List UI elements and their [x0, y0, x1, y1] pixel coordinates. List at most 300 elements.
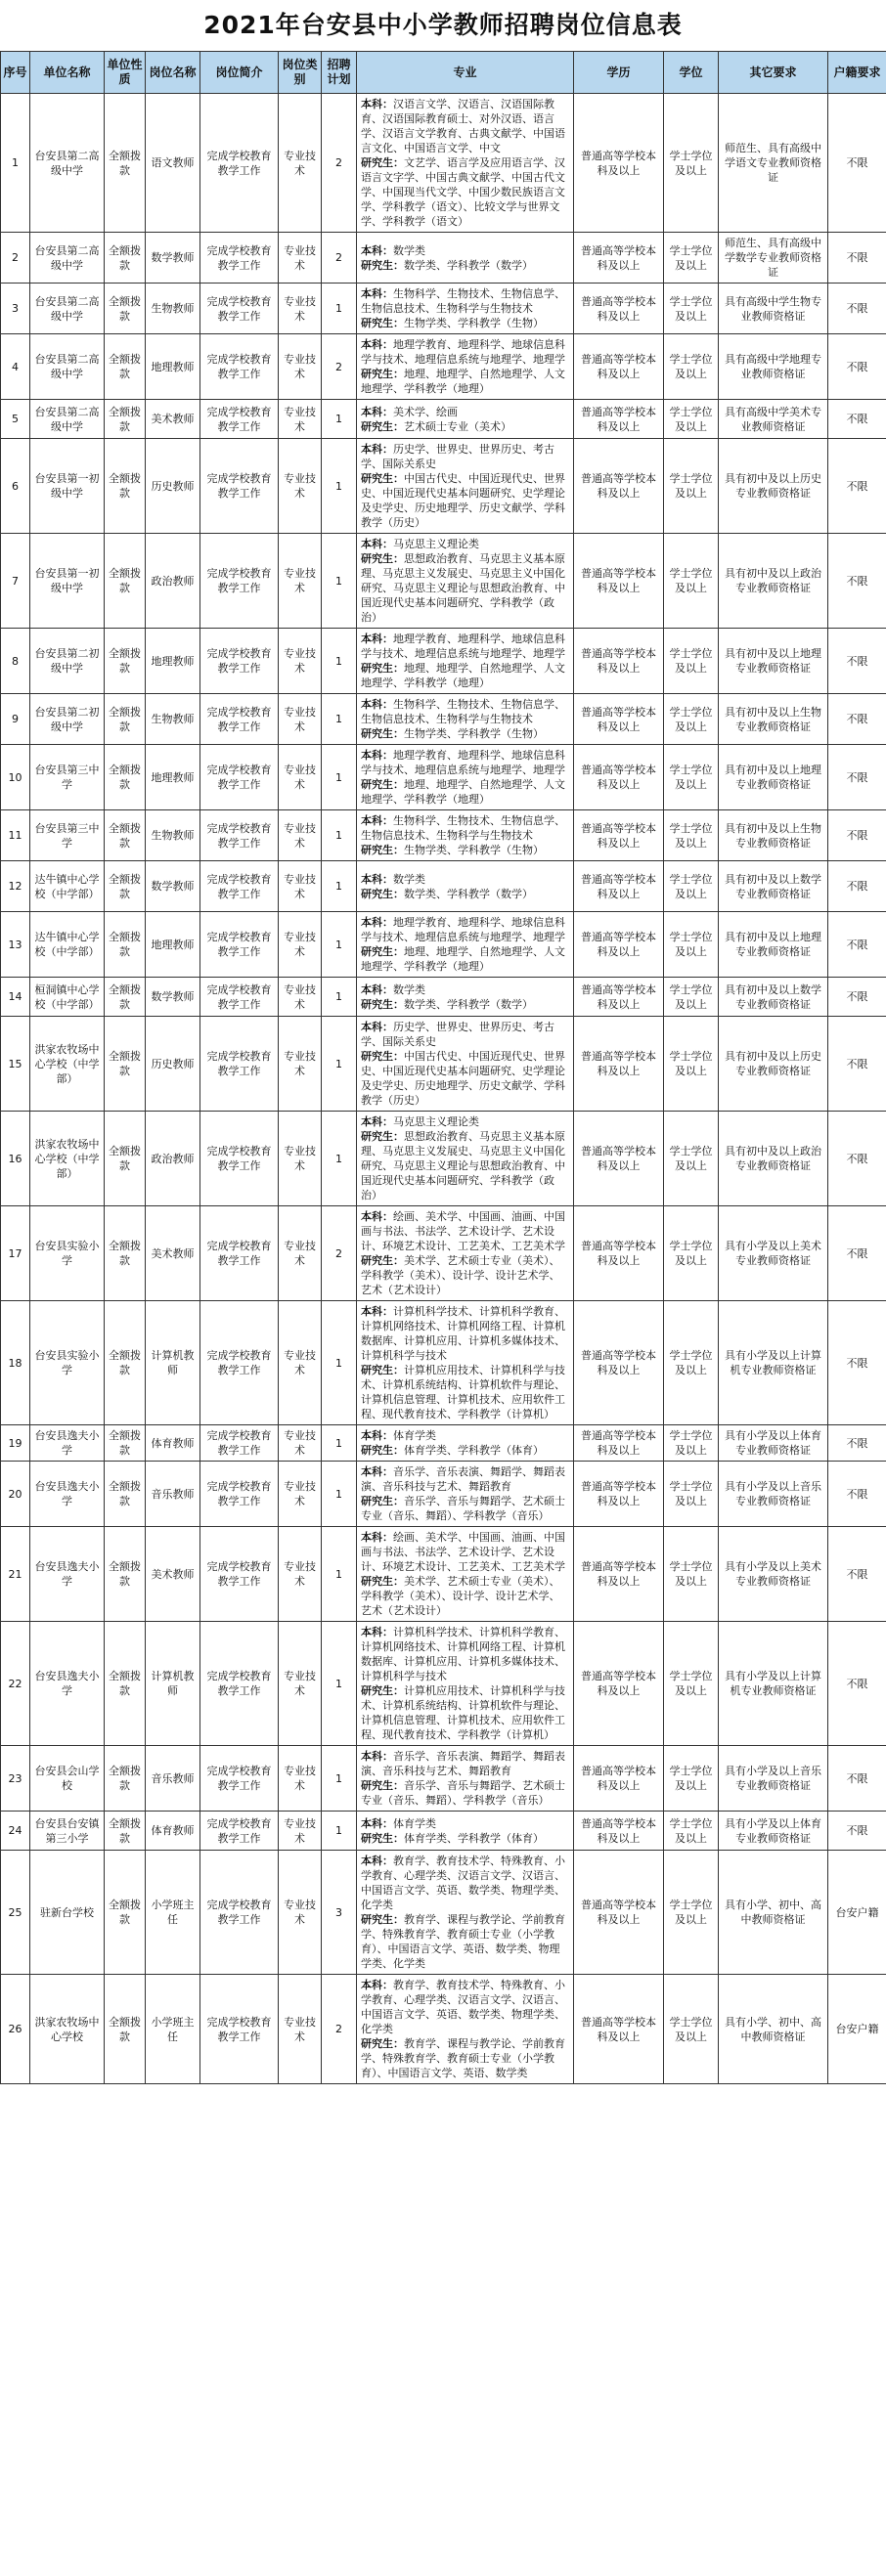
- cell-intro: 完成学校教育教学工作: [200, 1112, 279, 1206]
- cell-major: [357, 1112, 574, 1206]
- yanjiusheng-majors: 计算机应用技术、计算机科学与技术、计算机系统结构、计算机软件与理论、计算机信息管理、计算机技术、应用软件工程、现代教育技术、学科教学（计算机）: [361, 1684, 565, 1741]
- cell-category: 专业技术: [279, 745, 322, 810]
- cell-other: 师范生、具有高级中学语文专业教师资格证: [719, 94, 828, 233]
- cell-other: 具有小学及以上音乐专业教师资格证: [719, 1462, 828, 1527]
- cell-plan: 1: [322, 284, 357, 334]
- cell-post: 生物教师: [146, 284, 200, 334]
- cell-plan: 1: [322, 912, 357, 978]
- cell-degree: 学士学位及以上: [664, 439, 719, 534]
- cell-huji: 不限: [828, 745, 886, 810]
- cell-plan: 1: [322, 1746, 357, 1812]
- yanjiusheng-label: 研究生：: [361, 1779, 404, 1792]
- table-row: [1, 810, 886, 861]
- cell-other: 具有小学、初中、高中教师资格证: [719, 1851, 828, 1975]
- cell-intro: 完成学校教育教学工作: [200, 1462, 279, 1527]
- cell-plan: 1: [322, 1112, 357, 1206]
- cell-edu: 普通高等学校本科及以上: [574, 1851, 664, 1975]
- table-row: [1, 1425, 886, 1462]
- yanjiusheng-label: 研究生：: [361, 2037, 404, 2050]
- cell-post: 小学班主任: [146, 1851, 200, 1975]
- cell-major: [357, 94, 574, 233]
- cell-category: 专业技术: [279, 629, 322, 694]
- cell-major: [357, 1851, 574, 1975]
- benke-label: 本科：: [361, 1750, 393, 1763]
- cell-plan: 1: [322, 1017, 357, 1112]
- cell-intro: 完成学校教育教学工作: [200, 1527, 279, 1622]
- cell-category: 专业技术: [279, 861, 322, 912]
- cell-post: 历史教师: [146, 439, 200, 534]
- benke-label: 本科：: [361, 1979, 393, 1991]
- cell-huji: 不限: [828, 400, 886, 439]
- cell-plan: 1: [322, 1622, 357, 1746]
- cell-nature: 全额拨款: [105, 233, 146, 284]
- benke-label: 本科：: [361, 916, 393, 929]
- cell-edu: 普通高等学校本科及以上: [574, 94, 664, 233]
- cell-intro: 完成学校教育教学工作: [200, 978, 279, 1017]
- cell-degree: 学士学位及以上: [664, 1301, 719, 1425]
- cell-intro: 完成学校教育教学工作: [200, 439, 279, 534]
- cell-major: [357, 1301, 574, 1425]
- cell-degree: 学士学位及以上: [664, 1112, 719, 1206]
- cell-intro: 完成学校教育教学工作: [200, 694, 279, 745]
- cell-post: 美术教师: [146, 1527, 200, 1622]
- yanjiusheng-majors: 中国古代史、中国近现代史、世界史、中国近现代史基本问题研究、史学理论及史学史、历史地理学、历史文献学、学科教学（历史）: [361, 1050, 565, 1107]
- cell-category: 专业技术: [279, 1206, 322, 1301]
- cell-other: 具有初中及以上地理专业教师资格证: [719, 912, 828, 978]
- cell-unit: 台安县逸夫小学: [30, 1622, 105, 1746]
- cell-no: 11: [1, 810, 30, 861]
- cell-major: [357, 1017, 574, 1112]
- yanjiusheng-label: 研究生：: [361, 368, 404, 380]
- yanjiusheng-majors: 教育学、课程与教学论、学前教育学、特殊教育学、教育硕士专业（小学教育）、中国语言文学、英语、数学类: [361, 2037, 565, 2079]
- cell-huji: 不限: [828, 1462, 886, 1527]
- benke-label: 本科：: [361, 538, 393, 550]
- cell-other: 具有初中及以上数学专业教师资格证: [719, 861, 828, 912]
- cell-major: [357, 1812, 574, 1851]
- cell-other: 具有初中及以上地理专业教师资格证: [719, 629, 828, 694]
- cell-post: 计算机教师: [146, 1622, 200, 1746]
- cell-intro: 完成学校教育教学工作: [200, 1851, 279, 1975]
- cell-unit: 达牛镇中心学校（中学部）: [30, 861, 105, 912]
- cell-unit: 台安县第二高级中学: [30, 400, 105, 439]
- cell-degree: 学士学位及以上: [664, 629, 719, 694]
- yanjiusheng-majors: 艺术硕士专业（美术）: [404, 419, 511, 433]
- cell-degree: 学士学位及以上: [664, 334, 719, 400]
- cell-unit: 台安县第一初级中学: [30, 439, 105, 534]
- cell-plan: 1: [322, 629, 357, 694]
- cell-no: 26: [1, 1975, 30, 2084]
- cell-no: 4: [1, 334, 30, 400]
- yanjiusheng-label: 研究生：: [361, 1130, 404, 1143]
- cell-category: 专业技术: [279, 694, 322, 745]
- benke-majors: 音乐学、音乐表演、舞蹈学、舞蹈表演、音乐科技与艺术、舞蹈教育: [361, 1750, 565, 1777]
- cell-plan: 1: [322, 400, 357, 439]
- yanjiusheng-label: 研究生：: [361, 1050, 404, 1063]
- cell-category: 专业技术: [279, 400, 322, 439]
- cell-edu: 普通高等学校本科及以上: [574, 1812, 664, 1851]
- cell-plan: 2: [322, 94, 357, 233]
- cell-major: [357, 439, 574, 534]
- yanjiusheng-label: 研究生：: [361, 887, 404, 900]
- cell-major: [357, 861, 574, 912]
- cell-no: 18: [1, 1301, 30, 1425]
- cell-huji: 不限: [828, 1301, 886, 1425]
- cell-no: 22: [1, 1622, 30, 1746]
- cell-plan: 1: [322, 810, 357, 861]
- cell-intro: 完成学校教育教学工作: [200, 1206, 279, 1301]
- table-row: [1, 629, 886, 694]
- cell-degree: 学士学位及以上: [664, 94, 719, 233]
- cell-post: 美术教师: [146, 1206, 200, 1301]
- cell-unit: 台安县台安镇第三小学: [30, 1812, 105, 1851]
- cell-category: 专业技术: [279, 1527, 322, 1622]
- cell-degree: 学士学位及以上: [664, 1746, 719, 1812]
- cell-unit: 台安县逸夫小学: [30, 1425, 105, 1462]
- cell-other: 具有初中及以上政治专业教师资格证: [719, 1112, 828, 1206]
- cell-plan: 1: [322, 439, 357, 534]
- yanjiusheng-majors: 思想政治教育、马克思主义基本原理、马克思主义发展史、马克思主义中国化研究、马克思主义理论与思想政治教育、中国近现代史基本问题研究、学科教学（政治）: [361, 1130, 565, 1201]
- cell-edu: 普通高等学校本科及以上: [574, 1975, 664, 2084]
- cell-major: [357, 1425, 574, 1462]
- cell-nature: 全额拨款: [105, 694, 146, 745]
- cell-edu: 普通高等学校本科及以上: [574, 400, 664, 439]
- cell-nature: 全额拨款: [105, 334, 146, 400]
- cell-no: 21: [1, 1527, 30, 1622]
- cell-post: 体育教师: [146, 1425, 200, 1462]
- yanjiusheng-label: 研究生：: [361, 1254, 404, 1267]
- cell-intro: 完成学校教育教学工作: [200, 1746, 279, 1812]
- cell-unit: 台安县第二初级中学: [30, 694, 105, 745]
- benke-label: 本科：: [361, 1305, 393, 1318]
- benke-majors: 历史学、世界史、世界历史、考古学、国际关系史: [361, 443, 554, 470]
- cell-major: [357, 978, 574, 1017]
- cell-huji: 不限: [828, 1425, 886, 1462]
- cell-intro: 完成学校教育教学工作: [200, 400, 279, 439]
- cell-unit: 洪家农牧场中心学校: [30, 1975, 105, 2084]
- cell-plan: 1: [322, 1527, 357, 1622]
- cell-no: 7: [1, 534, 30, 629]
- yanjiusheng-label: 研究生：: [361, 1364, 404, 1376]
- benke-label: 本科：: [361, 1021, 393, 1033]
- cell-post: 体育教师: [146, 1812, 200, 1851]
- cell-category: 专业技术: [279, 1851, 322, 1975]
- yanjiusheng-label: 研究生：: [361, 419, 404, 433]
- cell-category: 专业技术: [279, 1017, 322, 1112]
- cell-unit: 台安县实验小学: [30, 1206, 105, 1301]
- cell-huji: 不限: [828, 1017, 886, 1112]
- cell-category: 专业技术: [279, 1112, 322, 1206]
- cell-intro: 完成学校教育教学工作: [200, 629, 279, 694]
- yanjiusheng-majors: 教育学、课程与教学论、学前教育学、特殊教育学、教育硕士专业（小学教育）、中国语言文学、英语、数学类、物理学类、化学类: [361, 1913, 565, 1970]
- cell-degree: 学士学位及以上: [664, 1425, 719, 1462]
- benke-label: 本科：: [361, 1816, 393, 1830]
- cell-plan: 1: [322, 694, 357, 745]
- table-row: [1, 1462, 886, 1527]
- cell-post: 计算机教师: [146, 1301, 200, 1425]
- cell-intro: 完成学校教育教学工作: [200, 284, 279, 334]
- benke-majors: 教育学、教育技术学、特殊教育、小学教育、心理学类、汉语言文学、汉语言、中国语言文学、英语、数学类、物理学类、化学类: [361, 1855, 565, 1911]
- cell-nature: 全额拨款: [105, 1812, 146, 1851]
- col-header: 专业: [357, 52, 574, 94]
- yanjiusheng-majors: 地理、地理学、自然地理学、人文地理学、学科教学（地理）: [361, 368, 565, 395]
- table-row: [1, 1622, 886, 1746]
- cell-nature: 全额拨款: [105, 978, 146, 1017]
- cell-huji: 不限: [828, 94, 886, 233]
- cell-unit: 台安县会山学校: [30, 1746, 105, 1812]
- cell-unit: 台安县第一初级中学: [30, 534, 105, 629]
- cell-nature: 全额拨款: [105, 629, 146, 694]
- cell-nature: 全额拨款: [105, 1017, 146, 1112]
- cell-post: 美术教师: [146, 400, 200, 439]
- page-title: 2021年台安县中小学教师招聘岗位信息表: [0, 0, 886, 51]
- cell-category: 专业技术: [279, 912, 322, 978]
- cell-degree: 学士学位及以上: [664, 745, 719, 810]
- benke-majors: 音乐学、音乐表演、舞蹈学、舞蹈表演、音乐科技与艺术、舞蹈教育: [361, 1465, 565, 1493]
- yanjiusheng-label: 研究生：: [361, 844, 404, 856]
- cell-no: 1: [1, 94, 30, 233]
- cell-intro: 完成学校教育教学工作: [200, 1017, 279, 1112]
- cell-post: 小学班主任: [146, 1975, 200, 2084]
- cell-no: 14: [1, 978, 30, 1017]
- col-header: 其它要求: [719, 52, 828, 94]
- benke-label: 本科：: [361, 1531, 393, 1544]
- cell-intro: 完成学校教育教学工作: [200, 1301, 279, 1425]
- cell-degree: 学士学位及以上: [664, 861, 719, 912]
- cell-no: 17: [1, 1206, 30, 1301]
- cell-other: 具有小学及以上计算机专业教师资格证: [719, 1622, 828, 1746]
- cell-plan: 1: [322, 861, 357, 912]
- benke-label: 本科：: [361, 1855, 393, 1867]
- table-row: [1, 334, 886, 400]
- benke-label: 本科：: [361, 1429, 393, 1442]
- cell-plan: 2: [322, 233, 357, 284]
- yanjiusheng-majors: 地理、地理学、自然地理学、人文地理学、学科教学（地理）: [361, 778, 565, 806]
- cell-degree: 学士学位及以上: [664, 1017, 719, 1112]
- table-row: [1, 284, 886, 334]
- cell-plan: 1: [322, 1301, 357, 1425]
- col-header: 岗位类别: [279, 52, 322, 94]
- cell-degree: 学士学位及以上: [664, 978, 719, 1017]
- cell-other: 具有初中及以上生物专业教师资格证: [719, 694, 828, 745]
- cell-other: 具有初中及以上政治专业教师资格证: [719, 534, 828, 629]
- cell-intro: 完成学校教育教学工作: [200, 94, 279, 233]
- table-row: [1, 1017, 886, 1112]
- benke-majors: 教育学、教育技术学、特殊教育、小学教育、心理学类、汉语言文学、汉语言、中国语言文学、英语、数学类、物理学类、化学类: [361, 1979, 565, 2035]
- cell-other: 具有初中及以上地理专业教师资格证: [719, 745, 828, 810]
- cell-other: 具有小学及以上音乐专业教师资格证: [719, 1746, 828, 1812]
- cell-intro: 完成学校教育教学工作: [200, 810, 279, 861]
- cell-degree: 学士学位及以上: [664, 534, 719, 629]
- benke-majors: 地理学教育、地理科学、地球信息科学与技术、地理信息系统与地理学、地理学: [361, 633, 565, 660]
- cell-major: [357, 629, 574, 694]
- cell-other: 具有小学及以上体育专业教师资格证: [719, 1812, 828, 1851]
- cell-nature: 全额拨款: [105, 400, 146, 439]
- cell-major: [357, 534, 574, 629]
- yanjiusheng-majors: 数学类、学科教学（数学）: [404, 997, 533, 1011]
- cell-post: 地理教师: [146, 629, 200, 694]
- cell-huji: 不限: [828, 810, 886, 861]
- benke-majors: 生物科学、生物技术、生物信息学、生物信息技术、生物科学与生物技术: [361, 698, 565, 725]
- cell-other: 具有小学及以上美术专业教师资格证: [719, 1527, 828, 1622]
- yanjiusheng-majors: 美术学、艺术硕士专业（美术）、学科教学（美术）、设计学、设计艺术学、艺术（艺术设计）: [361, 1575, 560, 1617]
- yanjiusheng-majors: 生物学类、学科教学（生物）: [404, 317, 544, 329]
- yanjiusheng-label: 研究生：: [361, 945, 404, 958]
- cell-major: [357, 1206, 574, 1301]
- cell-edu: 普通高等学校本科及以上: [574, 810, 664, 861]
- cell-edu: 普通高等学校本科及以上: [574, 745, 664, 810]
- cell-major: [357, 233, 574, 284]
- benke-majors: 马克思主义理论类: [393, 1115, 479, 1128]
- table-row: [1, 861, 886, 912]
- cell-post: 音乐教师: [146, 1746, 200, 1812]
- cell-post: 音乐教师: [146, 1462, 200, 1527]
- table-row: [1, 400, 886, 439]
- benke-majors: 数学类: [393, 243, 425, 257]
- cell-category: 专业技术: [279, 94, 322, 233]
- yanjiusheng-majors: 数学类、学科教学（数学）: [404, 258, 533, 272]
- benke-majors: 地理学教育、地理科学、地球信息科学与技术、地理信息系统与地理学、地理学: [361, 749, 565, 776]
- cell-degree: 学士学位及以上: [664, 1462, 719, 1527]
- cell-intro: 完成学校教育教学工作: [200, 745, 279, 810]
- cell-category: 专业技术: [279, 284, 322, 334]
- benke-label: 本科：: [361, 405, 393, 418]
- yanjiusheng-label: 研究生：: [361, 1913, 404, 1926]
- cell-post: 语文教师: [146, 94, 200, 233]
- cell-huji: 台安户籍: [828, 1851, 886, 1975]
- cell-degree: 学士学位及以上: [664, 1527, 719, 1622]
- cell-no: 19: [1, 1425, 30, 1462]
- cell-nature: 全额拨款: [105, 1851, 146, 1975]
- yanjiusheng-label: 研究生：: [361, 552, 404, 565]
- benke-label: 本科：: [361, 243, 393, 257]
- cell-edu: 普通高等学校本科及以上: [574, 912, 664, 978]
- cell-other: 具有小学、初中、高中教师资格证: [719, 1975, 828, 2084]
- col-header: 岗位名称: [146, 52, 200, 94]
- cell-huji: 不限: [828, 1812, 886, 1851]
- table-row: [1, 1975, 886, 2084]
- cell-unit: 台安县逸夫小学: [30, 1462, 105, 1527]
- cell-category: 专业技术: [279, 1425, 322, 1462]
- cell-intro: 完成学校教育教学工作: [200, 861, 279, 912]
- cell-category: 专业技术: [279, 1975, 322, 2084]
- table-row: [1, 1851, 886, 1975]
- cell-major: [357, 1527, 574, 1622]
- yanjiusheng-majors: 体育学类、学科教学（体育）: [404, 1831, 544, 1845]
- cell-degree: 学士学位及以上: [664, 912, 719, 978]
- cell-degree: 学士学位及以上: [664, 1622, 719, 1746]
- cell-nature: 全额拨款: [105, 912, 146, 978]
- benke-majors: 数学类: [393, 982, 425, 996]
- cell-degree: 学士学位及以上: [664, 1206, 719, 1301]
- cell-huji: 不限: [828, 1622, 886, 1746]
- cell-no: 2: [1, 233, 30, 284]
- cell-major: [357, 334, 574, 400]
- table-row: [1, 1746, 886, 1812]
- cell-no: 10: [1, 745, 30, 810]
- benke-majors: 历史学、世界史、世界历史、考古学、国际关系史: [361, 1021, 554, 1048]
- yanjiusheng-label: 研究生：: [361, 258, 404, 272]
- cell-category: 专业技术: [279, 439, 322, 534]
- benke-majors: 体育学类: [393, 1816, 436, 1830]
- cell-nature: 全额拨款: [105, 1301, 146, 1425]
- cell-post: 地理教师: [146, 912, 200, 978]
- cell-nature: 全额拨款: [105, 284, 146, 334]
- yanjiusheng-label: 研究生：: [361, 1444, 404, 1457]
- col-header: 学历: [574, 52, 664, 94]
- cell-category: 专业技术: [279, 233, 322, 284]
- cell-other: 具有高级中学地理专业教师资格证: [719, 334, 828, 400]
- benke-label: 本科：: [361, 98, 393, 110]
- cell-huji: 不限: [828, 912, 886, 978]
- cell-huji: 不限: [828, 233, 886, 284]
- cell-unit: 达牛镇中心学校（中学部）: [30, 912, 105, 978]
- table-row: [1, 1206, 886, 1301]
- benke-label: 本科：: [361, 1626, 393, 1638]
- cell-edu: 普通高等学校本科及以上: [574, 1301, 664, 1425]
- cell-category: 专业技术: [279, 1746, 322, 1812]
- cell-unit: 台安县第二初级中学: [30, 629, 105, 694]
- cell-major: [357, 745, 574, 810]
- cell-edu: 普通高等学校本科及以上: [574, 284, 664, 334]
- cell-category: 专业技术: [279, 978, 322, 1017]
- cell-no: 12: [1, 861, 30, 912]
- yanjiusheng-majors: 计算机应用技术、计算机科学与技术、计算机系统结构、计算机软件与理论、计算机信息管理、计算机技术、应用软件工程、现代教育技术、学科教学（计算机）: [361, 1364, 565, 1420]
- cell-unit: 台安县第三中学: [30, 810, 105, 861]
- cell-category: 专业技术: [279, 534, 322, 629]
- cell-nature: 全额拨款: [105, 439, 146, 534]
- cell-intro: 完成学校教育教学工作: [200, 912, 279, 978]
- cell-post: 数学教师: [146, 861, 200, 912]
- yanjiusheng-majors: 美术学、艺术硕士专业（美术）、学科教学（美术）、设计学、设计艺术学、艺术（艺术设计）: [361, 1254, 560, 1296]
- yanjiusheng-label: 研究生：: [361, 662, 404, 675]
- cell-edu: 普通高等学校本科及以上: [574, 1527, 664, 1622]
- benke-majors: 体育学类: [393, 1429, 436, 1442]
- cell-no: 6: [1, 439, 30, 534]
- table-row: [1, 439, 886, 534]
- benke-majors: 地理学教育、地理科学、地球信息科学与技术、地理信息系统与地理学、地理学: [361, 338, 565, 366]
- yanjiusheng-majors: 中国古代史、中国近现代史、世界史、中国近现代史基本问题研究、史学理论及史学史、历史地理学、历史文献学、学科教学（历史）: [361, 472, 565, 529]
- cell-post: 地理教师: [146, 745, 200, 810]
- recruitment-table: [0, 51, 886, 2084]
- cell-nature: 全额拨款: [105, 1527, 146, 1622]
- cell-degree: 学士学位及以上: [664, 400, 719, 439]
- yanjiusheng-majors: 体育学类、学科教学（体育）: [404, 1444, 544, 1457]
- benke-label: 本科：: [361, 633, 393, 645]
- col-header: 户籍要求: [828, 52, 886, 94]
- yanjiusheng-majors: 生物学类、学科教学（生物）: [404, 727, 544, 740]
- cell-no: 15: [1, 1017, 30, 1112]
- cell-huji: 不限: [828, 861, 886, 912]
- cell-major: [357, 912, 574, 978]
- cell-other: 具有初中及以上数学专业教师资格证: [719, 978, 828, 1017]
- cell-other: 具有高级中学美术专业教师资格证: [719, 400, 828, 439]
- cell-unit: 台安县第三中学: [30, 745, 105, 810]
- yanjiusheng-label: 研究生：: [361, 727, 404, 740]
- cell-nature: 全额拨款: [105, 745, 146, 810]
- cell-degree: 学士学位及以上: [664, 810, 719, 861]
- cell-post: 政治教师: [146, 1112, 200, 1206]
- cell-huji: 不限: [828, 1746, 886, 1812]
- cell-intro: 完成学校教育教学工作: [200, 534, 279, 629]
- cell-huji: 不限: [828, 1112, 886, 1206]
- cell-edu: 普通高等学校本科及以上: [574, 861, 664, 912]
- cell-category: 专业技术: [279, 810, 322, 861]
- col-header: 单位名称: [30, 52, 105, 94]
- yanjiusheng-label: 研究生：: [361, 1575, 404, 1588]
- yanjiusheng-label: 研究生：: [361, 317, 404, 329]
- cell-major: [357, 810, 574, 861]
- benke-majors: 地理学教育、地理科学、地球信息科学与技术、地理信息系统与地理学、地理学: [361, 916, 565, 943]
